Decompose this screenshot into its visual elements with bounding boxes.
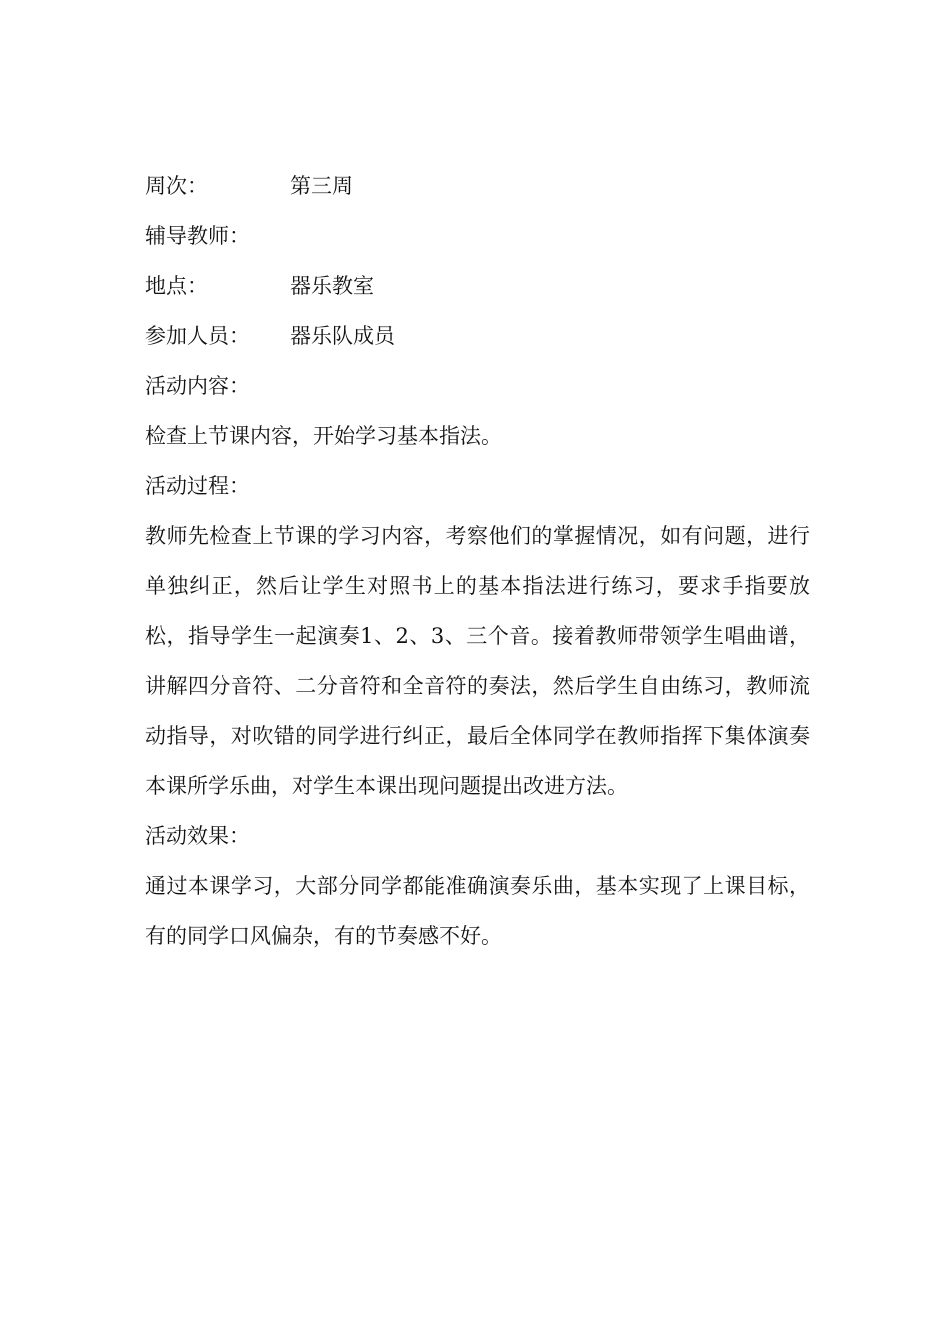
activity-record <box>145 168 810 968</box>
process-heading: 活动过程： <box>145 474 250 498</box>
teacher-row <box>145 218 810 268</box>
content-text: 检查上节课内容，开始学习基本指法。 <box>145 424 502 448</box>
participants-value: 器乐队成员 <box>290 324 395 348</box>
teacher-label: 辅导教师： <box>145 224 250 248</box>
week-value: 第三周 <box>290 174 353 198</box>
location-label: 地点： <box>145 274 208 298</box>
process-text: 教师先检查上节课的学习内容，考察他们的掌握情况，如有问题，进行单独纠正，然后让学生对照书上的基本指法进行练习，要求手指要放松，指导学生一起演奏1、2、3、三个音。接着教师带领学生唱曲谱，讲解四分音符、二分音符和全音符的奏法，然后学生自由练习，教师流动指导，对吹错的同学进行纠正，最后全体同学在教师指挥下集体演奏本课所学乐曲，对学生本课出现问题提出改进方法。 <box>145 524 810 798</box>
effect-text: 通过本课学习，大部分同学都能准确演奏乐曲，基本实现了上课目标，有的同学口风偏杂，有的节奏感不好。 <box>145 874 810 948</box>
week-row <box>145 168 810 218</box>
location-row <box>145 268 810 318</box>
participants-label: 参加人员： <box>145 324 250 348</box>
participants-row <box>145 318 810 368</box>
location-value: 器乐教室 <box>290 274 374 298</box>
effect-heading: 活动效果： <box>145 824 250 848</box>
week-label: 周次： <box>145 174 208 198</box>
content-heading: 活动内容： <box>145 374 250 398</box>
